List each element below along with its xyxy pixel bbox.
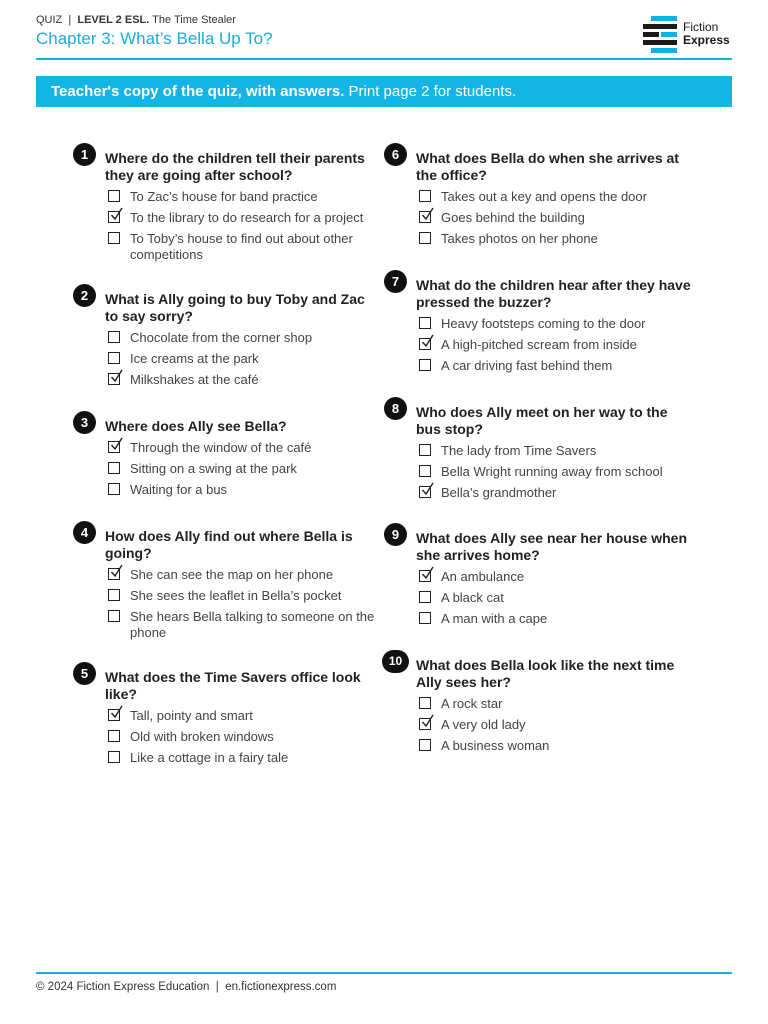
answer-option-text: She sees the leaflet in Bella’s pocket [130,588,342,603]
answer-option-text: A high-pitched scream from inside [441,337,637,352]
answer-option-text: To Zac’s house for band practice [130,189,318,204]
question-3 [80,415,380,503]
answer-options [419,569,691,627]
question-text: What is Ally going to buy Toby and Zac to say sorry? [105,291,365,324]
answer-option-text: Takes photos on her phone [441,231,598,246]
question-4 [80,525,380,646]
checkbox-icon[interactable] [108,751,120,763]
question-number-badge: 2 [73,284,96,307]
answer-options [108,189,380,263]
question-text: Where do the children tell their parents they are going after school? [105,150,365,183]
checkbox-icon[interactable] [419,317,431,329]
answer-option-text: Milkshakes at the café [130,372,259,387]
banner-bold-text: Teacher's copy of the quiz, with answers. [51,83,345,100]
question-text: What does the Time Savers office look like? [105,669,361,702]
answer-option [419,464,691,480]
question-text: What does Bella do when she arrives at the office? [416,150,679,183]
answer-option [419,189,691,205]
question-10 [388,654,691,759]
question-number-badge: 5 [73,662,96,685]
footer-copyright: © 2024 Fiction Express Education [36,981,210,993]
answer-option [419,717,691,733]
question-text: Where does Ally see Bella? [105,418,287,434]
answer-options [419,696,691,754]
checked-checkbox-icon[interactable] [108,441,120,453]
answer-option-text: A man with a cape [441,611,548,626]
question-text: How does Ally find out where Bella is going? [105,528,353,561]
answer-option-text: Bella’s grandmother [441,485,557,500]
checkbox-icon[interactable] [108,190,120,202]
teacher-banner [36,76,732,107]
checkbox-icon[interactable] [108,610,120,622]
question-2 [80,288,380,393]
answer-option [108,210,380,226]
checkbox-icon[interactable] [419,612,431,624]
quiz-label: QUIZ [36,14,63,26]
question-7 [391,274,691,379]
answer-option-text: An ambulance [441,569,525,584]
answer-option [419,337,691,353]
checkbox-icon[interactable] [108,232,120,244]
answer-options [419,316,691,374]
answer-option [108,372,380,388]
answer-option [419,569,691,585]
answer-option [108,351,380,367]
answer-option-text: A business woman [441,738,550,753]
question-6 [391,147,691,252]
question-number-badge: 3 [73,411,96,434]
answer-option [419,358,691,374]
answer-option [419,210,691,226]
checked-checkbox-icon[interactable] [108,373,120,385]
answer-option [108,567,380,583]
answer-option [108,750,380,766]
checkbox-icon[interactable] [108,589,120,601]
answer-options [108,708,380,766]
checkbox-icon[interactable] [419,190,431,202]
checkbox-icon[interactable] [108,483,120,495]
question-text: What do the children hear after they have pressed the buzzer? [416,277,691,310]
logo-text-express: Express [683,33,730,47]
question-5 [80,666,380,771]
answer-options [419,443,691,501]
answer-option-text: Like a cottage in a fairy tale [130,750,289,765]
answer-option-text: A car driving fast behind them [441,358,613,373]
checkbox-icon[interactable] [419,465,431,477]
answer-option [419,696,691,712]
checkbox-icon[interactable] [108,462,120,474]
answer-option [419,231,691,247]
answer-options [108,440,380,498]
question-number-badge: 10 [382,650,409,673]
answer-option-text: She can see the map on her phone [130,567,334,582]
answer-option [108,189,380,205]
header-meta: QUIZ | LEVEL 2 ESL. The Time Stealer [36,14,236,26]
answer-option-text: Through the window of the café [130,440,312,455]
checked-checkbox-icon[interactable] [419,570,431,582]
question-number-badge: 9 [384,523,407,546]
book-title: The Time Stealer [152,14,236,26]
checkbox-icon[interactable] [108,730,120,742]
answer-option [108,330,380,346]
answer-option-text: Goes behind the building [441,210,585,225]
answer-option [419,443,691,459]
checked-checkbox-icon[interactable] [419,718,431,730]
checked-checkbox-icon[interactable] [419,338,431,350]
level-label: LEVEL 2 ESL. [77,14,150,26]
footer-divider [36,972,732,974]
chapter-title: Chapter 3: What’s Bella Up To? [36,29,273,48]
answer-options [108,330,380,388]
answer-option [108,231,380,263]
checkbox-icon[interactable] [419,232,431,244]
checkbox-icon[interactable] [419,359,431,371]
checked-checkbox-icon[interactable] [108,211,120,223]
answer-option-text: Old with broken windows [130,729,274,744]
answer-option [419,738,691,754]
checkbox-icon[interactable] [419,591,431,603]
answer-option [108,588,380,604]
answer-option-text: A very old lady [441,717,526,732]
answer-option [419,316,691,332]
footer: © 2024 Fiction Express Education | en.fictionexpress.com [36,981,337,993]
banner-text: Print page 2 for students. [348,83,517,100]
answer-option-text: Chocolate from the corner shop [130,330,313,345]
question-number-badge: 1 [73,143,96,166]
answer-option-text: Heavy footsteps coming to the door [441,316,646,331]
answer-option [108,461,380,477]
checkbox-icon[interactable] [108,352,120,364]
question-number-badge: 6 [384,143,407,166]
answer-option-text: She hears Bella talking to someone on the phone [130,609,375,640]
question-text: Who does Ally meet on her way to the bus stop? [416,404,668,437]
answer-option [419,611,691,627]
answer-option-text: Bella Wright running away from school [441,464,663,479]
answer-option-text: Ice creams at the park [130,351,259,366]
checked-checkbox-icon[interactable] [108,568,120,580]
answer-option-text: Sitting on a swing at the park [130,461,297,476]
fiction-express-logo [643,14,735,52]
question-number-badge: 7 [384,270,407,293]
checkbox-icon[interactable] [419,697,431,709]
checked-checkbox-icon[interactable] [419,211,431,223]
answer-option [108,482,380,498]
answer-option-text: Takes out a key and opens the door [441,189,647,204]
answer-option-text: To Toby’s house to find out about other competitions [130,231,353,262]
answer-option [419,590,691,606]
answer-option [419,485,691,501]
header-divider [36,58,732,60]
question-9 [391,527,691,632]
checked-checkbox-icon[interactable] [108,709,120,721]
question-number-badge: 8 [384,397,407,420]
answer-option [108,729,380,745]
logo-text-fiction: Fiction [683,20,719,34]
answer-options [419,189,691,247]
question-1 [80,147,380,268]
answer-option-text: Waiting for a bus [130,482,228,497]
checkbox-icon[interactable] [419,444,431,456]
checkbox-icon[interactable] [419,739,431,751]
answer-option [108,609,380,641]
checked-checkbox-icon[interactable] [419,486,431,498]
answer-option-text: A black cat [441,590,504,605]
answer-option [108,708,380,724]
answer-options [108,567,380,641]
checkbox-icon[interactable] [108,331,120,343]
answer-option-text: Tall, pointy and smart [130,708,253,723]
answer-option-text: A rock star [441,696,503,711]
answer-option [108,440,380,456]
question-8 [391,401,691,506]
question-text: What does Bella look like the next time Ally sees her? [416,657,675,690]
question-text: What does Ally see near her house when she arrives home? [416,530,687,563]
answer-option-text: To the library to do research for a project [130,210,364,225]
question-number-badge: 4 [73,521,96,544]
footer-url: en.fictionexpress.com [225,981,337,993]
answer-option-text: The lady from Time Savers [441,443,597,458]
